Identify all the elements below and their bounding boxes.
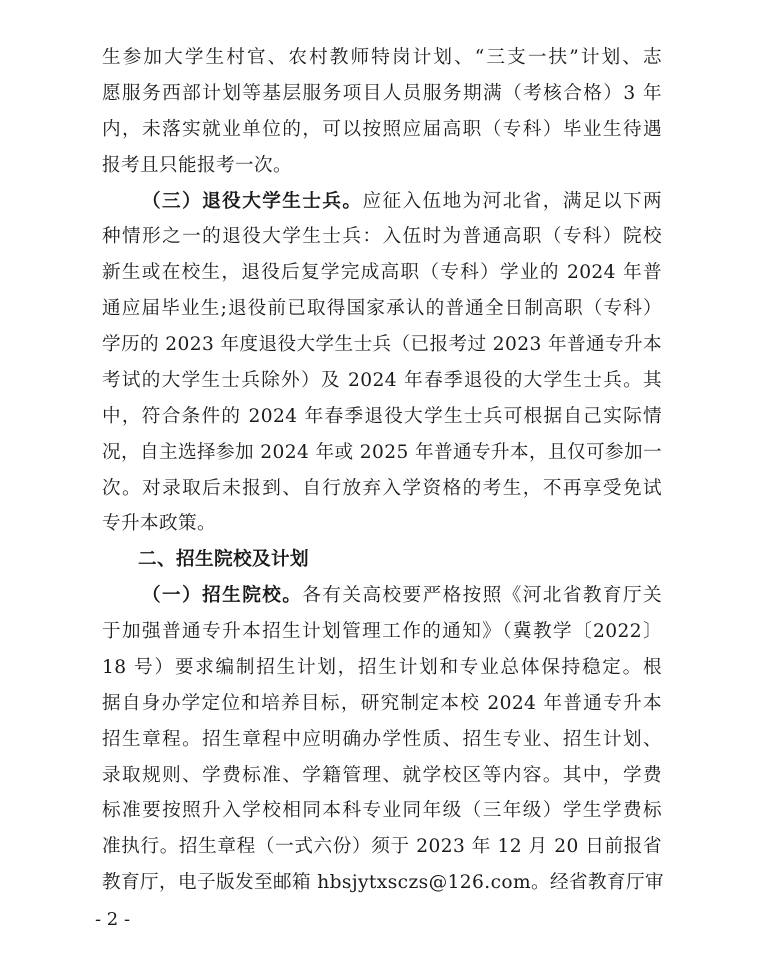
text-line: 生参加大学生村官、农村教师特岗计划、“三支一扶”计划、志 xyxy=(102,47,662,68)
text-line: 中，符合条件的 2024 年春季退役大学生士兵可根据自己实际情 xyxy=(102,405,662,427)
paragraph-first-line-text: 应征入伍地为河北省，满足以下两 xyxy=(362,190,662,212)
text-line: 新生或在校生，退役后复学完成高职（专科）学业的 2024 年普 xyxy=(102,262,662,284)
text-line: 于加强普通专升本招生计划管理工作的通知》（冀教学〔2022〕 xyxy=(102,621,662,642)
paragraph-lead: （一）招生院校。 xyxy=(142,585,303,607)
text-line: 愿服务西部计划等基层服务项目人员服务期满（考核合格）3 年 xyxy=(102,82,662,104)
text-line: 准执行。招生章程（一式六份）须于 2023 年 12 月 20 日前报省 xyxy=(102,836,662,858)
text-line: 况，自主选择参加 2024 年或 2025 年普通专升本，且仅可参加一 xyxy=(102,441,662,463)
text-line: 招生章程。招生章程中应明确办学性质、招生专业、招生计划、 xyxy=(102,728,662,750)
page-number: - 2 - xyxy=(95,909,131,930)
section-heading: 二、招生院校及计划 xyxy=(138,549,309,571)
text-line: 种情形之一的退役大学生士兵：入伍时为普通高职（专科）院校 xyxy=(102,226,662,248)
text-line: 录取规则、学费标准、学籍管理、就学校区等内容。其中，学费 xyxy=(102,764,662,786)
paragraph-first-line xyxy=(142,188,662,216)
text-line: 据自身办学定位和培养目标，研究制定本校 2024 年普通专升本 xyxy=(102,692,662,714)
text-line: 内，未落实就业单位的，可以按照应届高职（专科）毕业生待遇 xyxy=(102,118,662,140)
text-line: 通应届毕业生;退役前已取得国家承认的普通全日制高职（专科） xyxy=(102,298,662,320)
paragraph-lead: （三）退役大学生士兵。 xyxy=(142,190,363,212)
text-line: 标准要按照升入学校相同本科专业同年级（三年级）学生学费标 xyxy=(102,800,662,822)
text-line: 报考且只能报考一次。 xyxy=(102,154,292,176)
paragraph-first-line-text: 各有关高校要严格按照《河北省教育厅关 xyxy=(302,585,663,607)
text-line: 教育厅，电子版发至邮箱 hbsjytxsczs@126.com。经省教育厅审 xyxy=(102,872,664,894)
text-line: 考试的大学生士兵除外）及 2024 年春季退役的大学生士兵。其 xyxy=(102,369,662,391)
text-line: 18 号）要求编制招生计划，招生计划和专业总体保持稳定。根 xyxy=(102,656,662,678)
text-line: 次。对录取后未报到、自行放弃入学资格的考生，不再享受免试 xyxy=(102,477,662,499)
paragraph-first-line xyxy=(142,582,662,610)
text-line: 专升本政策。 xyxy=(102,513,216,535)
text-line: 学历的 2023 年度退役大学生士兵（已报考过 2023 年普通专升本 xyxy=(102,334,662,355)
